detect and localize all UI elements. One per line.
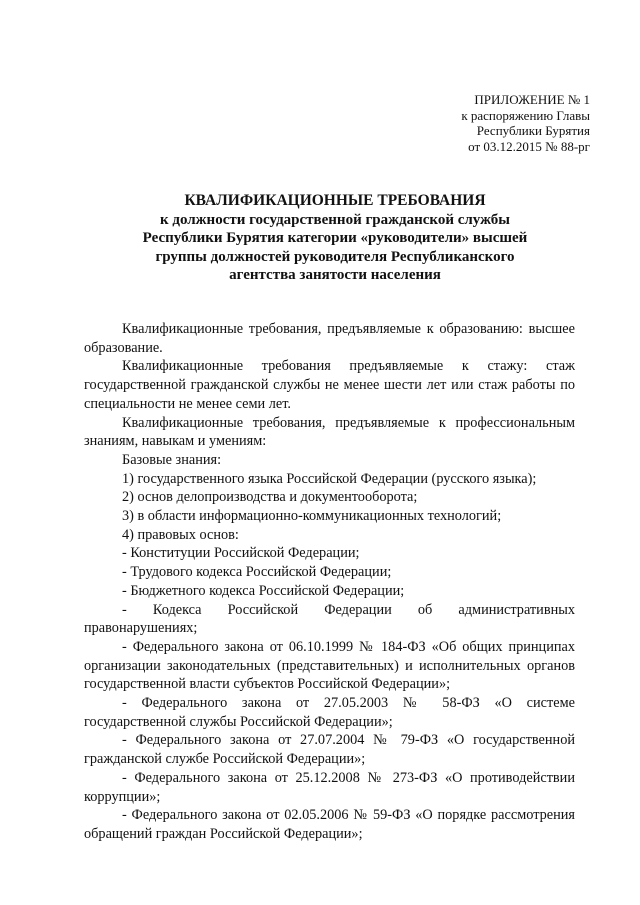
education-requirement: Квалификационные требования, предъявляемые к образованию: высшее образование. (84, 321, 575, 356)
document-title (100, 192, 570, 285)
appendix-number: ПРИЛОЖЕНИЕ № 1 (474, 92, 590, 107)
document-body (84, 320, 575, 844)
list-item: 2) основ делопроизводства и документооборота; (122, 489, 418, 506)
law-item: - Федерального закона от 02.05.2006 № 59-ФЗ «О порядке рассмотрения обращений граждан Российской Федерации»; (84, 807, 575, 842)
law-item: - Кодекса Российской Федерации об административных правонарушениях; (84, 601, 575, 637)
law-item: - Бюджетного кодекса Российской Федерации; (122, 582, 405, 599)
appendix-order-ref: к распоряжению Главы (461, 107, 590, 123)
law-item: - Федерального закона от 25.12.2008 № 273-ФЗ «О противодействии коррупции»; (84, 769, 575, 805)
law-item: - Конституции Российской Федерации; (122, 545, 360, 562)
title-line-2: Республики Бурятия категории «руководители» высшей (142, 230, 528, 247)
law-item: - Федерального закона от 27.07.2004 № 79-ФЗ «О государственной гражданской службе Российской Федерации»; (84, 732, 575, 768)
list-item: 3) в области информационно-коммуникационных технологий; (122, 508, 502, 525)
title-line-1: к должности государственной гражданской службы (159, 211, 510, 228)
title-main: КВАЛИФИКАЦИОННЫЕ ТРЕБОВАНИЯ (184, 192, 486, 209)
list-item: 4) правовых основ: (122, 526, 239, 543)
experience-requirement: Квалификационные требования предъявляемые к стажу: стаж государственной гражданской службы не менее шести лет или стаж работы по специальности не менее семи лет. (84, 358, 575, 412)
title-line-3: группы должностей руководителя Республиканского (155, 248, 515, 265)
professional-requirement: Квалификационные требования, предъявляемые к профессиональным знаниям, навыкам и умениям: (84, 414, 575, 450)
law-item: - Федерального закона от 06.10.1999 № 184-ФЗ «Об общих принципах организации законодательных (представительных) и исполнительных органов государственной власти субъектов Российской Федерации»; (84, 638, 575, 693)
base-knowledge-heading: Базовые знания: (122, 451, 222, 468)
appendix-date: от 03.12.2015 № 88-рг (468, 138, 590, 154)
list-item: 1) государственного языка Российской Федерации (русского языка); (122, 470, 537, 487)
law-item: - Федерального закона от 27.05.2003 № 58-ФЗ «О системе государственной службы Российской Федерации»; (84, 695, 575, 730)
title-line-4: агентства занятости населения (229, 267, 441, 284)
law-item: - Трудового кодекса Российской Федерации; (122, 564, 392, 581)
appendix-header (440, 92, 590, 154)
appendix-republic: Республики Бурятия (476, 123, 590, 138)
